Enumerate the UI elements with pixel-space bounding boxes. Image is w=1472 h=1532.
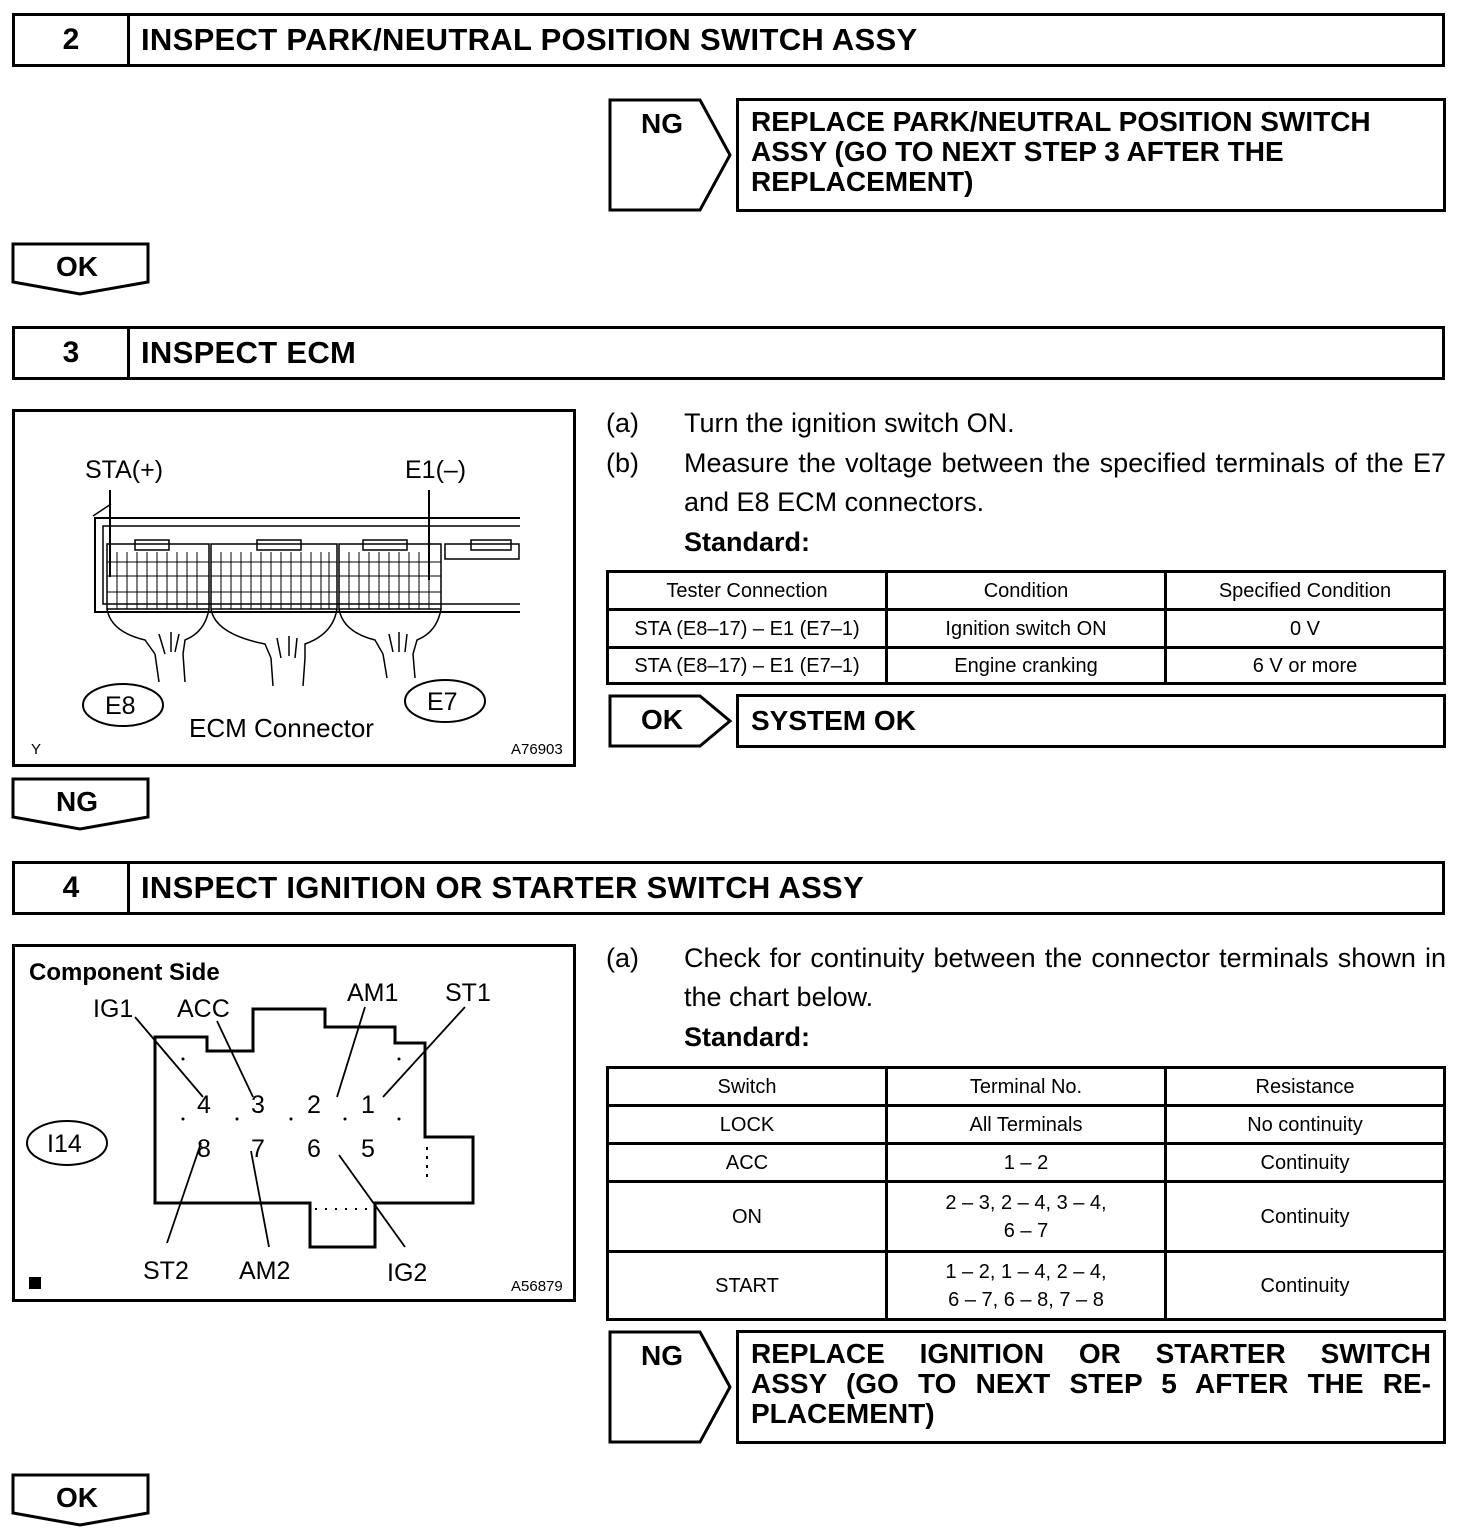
ig2-label: IG2 [387, 1259, 428, 1287]
instr-b-text: Measure the voltage between the specified terminals of the E7 and E8 ECM connectors. [684, 448, 1446, 517]
ok-label: OK [56, 1482, 98, 1513]
pin-8: 8 [197, 1135, 211, 1163]
table-header-row [608, 572, 1445, 610]
action-line-3: REPLACEMENT) [751, 166, 974, 197]
table-cell: Continuity [1166, 1252, 1445, 1320]
step-number: 2 [15, 16, 130, 64]
table-row [608, 648, 1445, 684]
e8-label: E8 [105, 692, 136, 720]
replace-ignition-switch-action [736, 1330, 1446, 1444]
table-cell: ACC [608, 1144, 887, 1182]
ng-label: NG [641, 108, 683, 139]
ok-label: OK [641, 704, 683, 735]
step-title: INSPECT ECM [141, 335, 357, 370]
pin-7: 7 [251, 1135, 265, 1163]
action-line-1: REPLACE IGNITION OR STARTER SWITCH [751, 1338, 1431, 1369]
table-header: Resistance [1166, 1068, 1445, 1106]
am2-label: AM2 [239, 1257, 291, 1285]
pin-2: 2 [307, 1091, 321, 1119]
table-cell: 1 – 2, 1 – 4, 2 – 4, 6 – 7, 6 – 8, 7 – 8 [887, 1252, 1166, 1320]
table-cell: 2 – 3, 2 – 4, 3 – 4, 6 – 7 [887, 1182, 1166, 1252]
standard-label: Standard: [684, 527, 811, 557]
table-cell: Ignition switch ON [887, 610, 1166, 648]
step-title: INSPECT PARK/NEUTRAL POSITION SWITCH ASSY [141, 22, 918, 57]
replace-pn-switch-action [736, 98, 1446, 212]
action-line-2: ASSY (GO TO NEXT STEP 5 AFTER THE RE- [751, 1368, 1431, 1399]
table-cell: Continuity [1166, 1144, 1445, 1182]
acc-label: ACC [177, 995, 230, 1023]
table-header: Condition [887, 572, 1166, 610]
table-cell: START [608, 1252, 887, 1320]
ng-label: NG [56, 786, 98, 817]
instr-a-label: (a) [606, 408, 639, 438]
standard-label: Standard: [684, 1022, 811, 1052]
figure-id: A56879 [511, 1278, 563, 1295]
table-cell: 0 V [1166, 610, 1445, 648]
ng-label: NG [641, 1340, 683, 1371]
table-cell: Continuity [1166, 1182, 1445, 1252]
table-cell: No continuity [1166, 1106, 1445, 1144]
table-cell: ON [608, 1182, 887, 1252]
step4-instructions [606, 939, 1446, 1059]
pin-3: 3 [251, 1091, 265, 1119]
table-header: Specified Condition [1166, 572, 1445, 610]
table-row [608, 610, 1445, 648]
table-row [608, 1182, 1445, 1252]
ignition-switch-connector-figure [12, 944, 576, 1302]
step-title: INSPECT IGNITION OR STARTER SWITCH ASSY [141, 870, 865, 905]
table-cell: STA (E8–17) – E1 (E7–1) [608, 648, 887, 684]
ecm-connector-figure [12, 409, 576, 767]
table-header: Tester Connection [608, 572, 887, 610]
ignition-switch-drawing [15, 947, 573, 1299]
e1-label: E1(–) [405, 456, 467, 484]
table-cell: Engine cranking [887, 648, 1166, 684]
figure-id: A76903 [511, 741, 563, 758]
table-row [608, 1252, 1445, 1320]
instr-a-text: Check for continuity between the connector terminals shown in the chart below. [684, 943, 1446, 1012]
pin-1: 1 [361, 1091, 375, 1119]
table-cell: STA (E8–17) – E1 (E7–1) [608, 610, 887, 648]
action-line-2: ASSY (GO TO NEXT STEP 3 AFTER THE [751, 136, 1284, 167]
action-line-1: REPLACE PARK/NEUTRAL POSITION SWITCH [751, 106, 1371, 137]
table-header: Terminal No. [887, 1068, 1166, 1106]
st2-label: ST2 [143, 1257, 189, 1285]
table-cell: 6 V or more [1166, 648, 1445, 684]
continuity-spec-table [606, 1066, 1446, 1321]
table-row [608, 1106, 1445, 1144]
step-number: 3 [15, 329, 130, 377]
instr-a-text: Turn the ignition switch ON. [684, 408, 1015, 438]
action-line-3: PLACEMENT) [751, 1398, 935, 1429]
corner-mark: Y [31, 741, 42, 758]
step3-instructions [606, 404, 1446, 564]
ig1-label: IG1 [93, 995, 134, 1023]
component-side-label: Component Side [29, 959, 220, 986]
ok-label: OK [56, 251, 98, 282]
i14-label: I14 [47, 1130, 82, 1158]
instr-a-label: (a) [606, 943, 639, 973]
instr-b-label: (b) [606, 448, 639, 478]
table-header: Switch [608, 1068, 887, 1106]
table-cell: LOCK [608, 1106, 887, 1144]
sta-label: STA(+) [85, 456, 164, 484]
table-cell: All Terminals [887, 1106, 1166, 1144]
step-number: 4 [15, 864, 130, 912]
table-row [608, 1144, 1445, 1182]
step-2-header [12, 13, 1445, 67]
step-4-header [12, 861, 1445, 915]
pin-6: 6 [307, 1135, 321, 1163]
system-ok-result: SYSTEM OK [736, 694, 1446, 748]
corner-mark-icon [29, 1277, 41, 1289]
e7-label: E7 [427, 688, 458, 716]
ecm-connector-drawing [15, 412, 573, 764]
ecm-connector-label: ECM Connector [189, 713, 374, 743]
voltage-spec-table [606, 570, 1446, 685]
am1-label: AM1 [347, 979, 399, 1007]
step-3-header [12, 326, 1445, 380]
st1-label: ST1 [445, 979, 491, 1007]
table-cell: 1 – 2 [887, 1144, 1166, 1182]
table-header-row [608, 1068, 1445, 1106]
pin-4: 4 [197, 1091, 211, 1119]
pin-5: 5 [361, 1135, 375, 1163]
